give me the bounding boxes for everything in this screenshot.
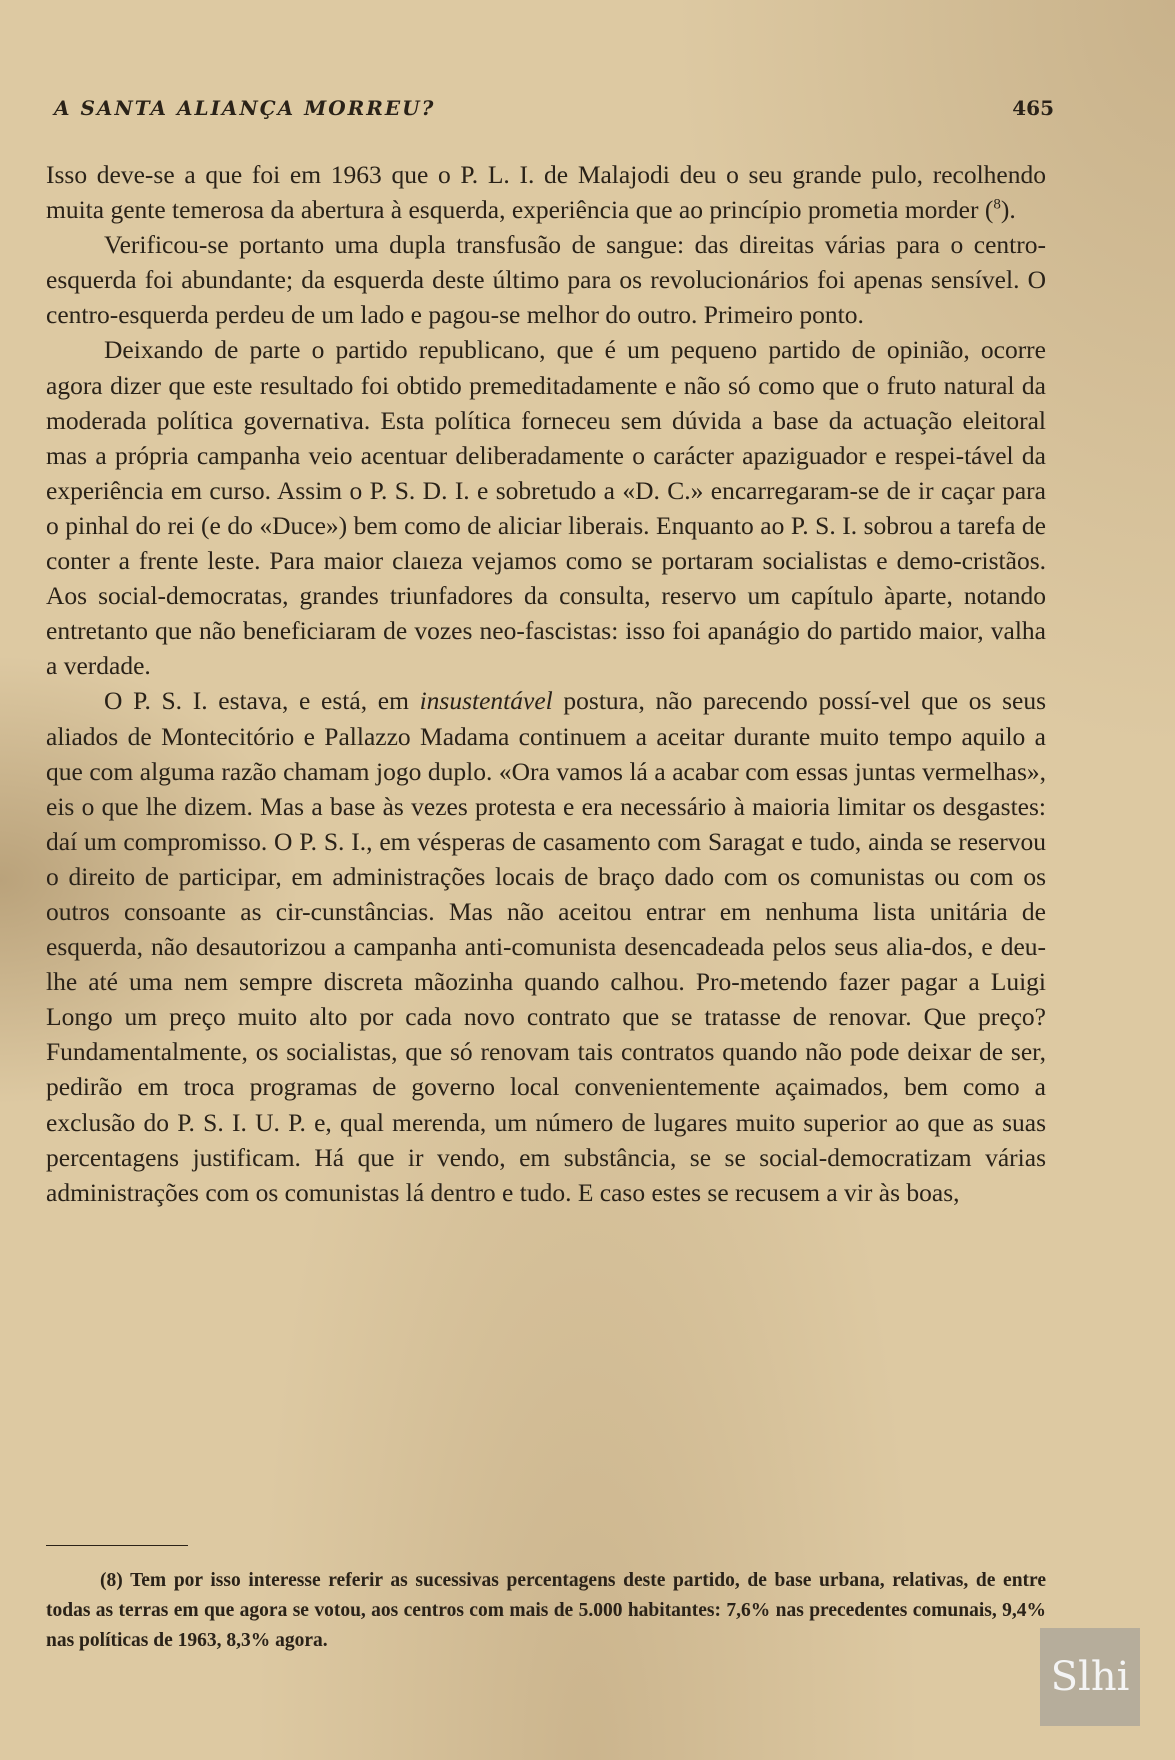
paragraph-4 [46, 683, 1046, 1209]
italic-word: insustentável [419, 686, 553, 716]
page-number: 465 [1012, 96, 1054, 120]
library-watermark: Slhi [1040, 1628, 1140, 1726]
body-text [46, 157, 1046, 1210]
footnote [46, 1566, 1046, 1656]
paragraph-1-end: ). [1000, 195, 1016, 225]
footnote-ref: 8 [993, 196, 1001, 213]
paragraph-1 [46, 157, 1046, 227]
paragraph-4-start: O P. S. I. estava, e está, em [104, 686, 420, 716]
running-head [54, 96, 1054, 126]
paragraph-3: Deixando de parte o partido republicano, que é um pequeno partido de opinião, ocorre agora dizer que este resultado foi obtido premeditadamente e não só como que o fruto natural da moderada política governativa. Esta política forneceu sem dúvida a base da actuação eleitoral mas a própria campanha veio acentuar deliberadamente o carácter apaziguador e respei-tável da experiência em curso. Assim o P. S. D. I. e sobretudo a «D. C.» encarregaram-se de ir caçar para o pinhal do rei (e do «Duce») bem como de aliciar liberais. Enquanto ao P. S. I. sobrou a tarefa de conter a frente leste. Para maior claıeza vejamos como se portaram socialistas e demo-cristãos. Aos social-democratas, grandes triunfadores da consulta, reservo um capítulo àparte, notando entretanto que não beneficiaram de vozes neo-fascistas: isso foi apanágio do partido maior, valha a verdade. [46, 335, 1046, 681]
chapter-title: A SANTA ALIANÇA MORREU? [54, 96, 436, 120]
footnote-divider [46, 1545, 188, 1546]
footnote-text: Tem por isso interesse referir as sucessivas percentagens deste partido, de base urbana, relativas, de entre todas as terras em que agora se votou, aos centros com mais de 5.000 habitantes: 7,6% nas precedentes comunais, 9,4% nas políticas de 1963, 8,3% agora. [46, 1570, 1046, 1651]
paragraph-2: Verificou-se portanto uma dupla transfusão de sangue: das direitas várias para o centro-esquerda foi abundante; da esquerda deste último para os revolucionários foi apenas sensível. O centro-esquerda perdeu de um lado e pagou-se melhor do outro. Primeiro ponto. [46, 230, 1046, 330]
paragraph-4-text: postura, não parecendo possí-vel que os seus aliados de Montecitório e Pallazzo Madama continuem a aceitar durante muito tempo aquilo a que com alguma razão chamam jogo duplo. «Ora vamos lá a acabar com essas juntas vermelhas», eis o que lhe dizem. Mas a base às vezes protesta e era necessário à maioria limitar os desgastes: daí um compromisso. O P. S. I., em vésperas de casamento com Saragat e tudo, ainda se reservou o direito de participar, em administrações locais de braço dado com os comunistas ou com os outros consoante as cir-cunstâncias. Mas não aceitou entrar em nenhuma lista unitária de esquerda, não desautorizou a campanha anti-comunista desencadeada pelos seus alia-dos, e deu-lhe até uma nem sempre discreta mãozinha quando calhou. Pro-metendo fazer pagar a Luigi Longo um preço muito alto por cada novo contrato que se tratasse de renovar. Que preço? Fundamentalmente, os socialistas, que só renovam tais contratos quando não pode deixar de ser, pedirão em troca programas de governo local convenientemente açaimados, bem como a exclusão do P. S. I. U. P. e, qual merenda, um número de lugares muito superior ao que as suas percentagens justificam. Há que ir vendo, em substância, se se social-democratizam várias administrações com os comunistas lá dentro e tudo. E caso estes se recusem a vir às boas, [46, 686, 1046, 1207]
footnote-mark: (8) [100, 1570, 123, 1591]
paragraph-1-text: Isso deve-se a que foi em 1963 que o P. L. I. de Malajodi deu o seu grande pulo, recolhendo muita gente temerosa da abertura à esquerda, experiência que ao princípio prometia morder ( [46, 160, 1046, 225]
